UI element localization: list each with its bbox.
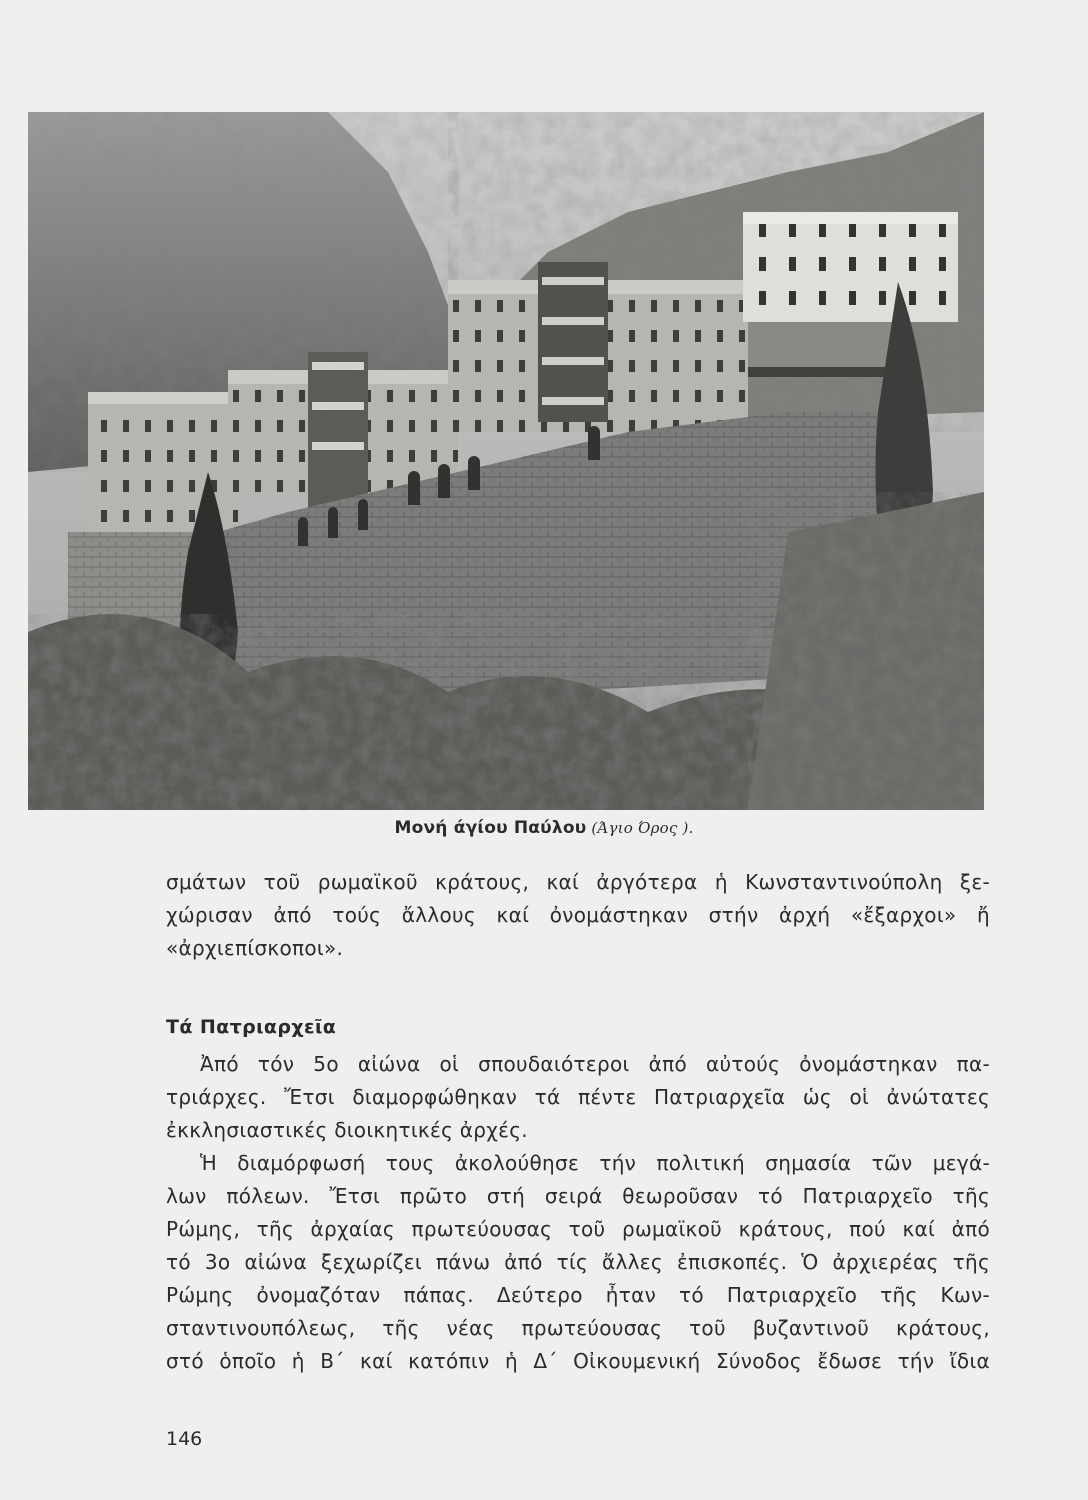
paragraph-line: σμάτων τοῦ ρωμαϊκοῦ κράτους, καί ἀργότερα ἡ Κωνσταντινούπολη ξε- — [166, 870, 990, 894]
page-number: 146 — [166, 1428, 203, 1450]
paragraph-line: «ἀρχιεπίσκοποι». — [166, 936, 344, 960]
paragraph-line: τό 3ο αἰώνα ξεχωρίζει πάνω ἀπό τίς ἄλλες ἐπισκοπές. Ὁ ἀρχιερέας τῆς — [166, 1250, 990, 1274]
paragraph-line: τριάρχες. Ἔτσι διαμορφώθηκαν τά πέντε Πατριαρχεῖα ὡς οἱ ἀνώτατες — [166, 1085, 990, 1109]
paragraph-line: Ρώμης ὀνομαζόταν πάπας. Δεύτερο ἦταν τό Πατριαρχεῖο τῆς Κων- — [166, 1283, 990, 1307]
paragraph-line: σταντινουπόλεως, τῆς νέας πρωτεύουσας τοῦ βυζαντινοῦ κράτους, — [166, 1316, 990, 1340]
photo-caption — [0, 818, 1088, 838]
paragraph-line: Ρώμης, τῆς ἀρχαίας πρωτεύουσας τοῦ ρωμαϊκοῦ κράτους, πού καί ἀπό — [166, 1217, 990, 1241]
paragraph-line: Ἀπό τόν 5ο αἰώνα οἱ σπουδαιότεροι ἀπό αὐτούς ὀνομάστηκαν πα- — [200, 1052, 990, 1076]
caption-title: Μονή άγίου Παύλου — [394, 818, 587, 838]
monastery-photo — [28, 112, 984, 810]
caption-location: (Άγιο Όρος ). — [586, 819, 694, 837]
paragraph-line: λων πόλεων. Ἔτσι πρῶτο στή σειρά θεωροῦσαν τό Πατριαρχεῖο τῆς — [166, 1184, 990, 1208]
section-heading: Τά Πατριαρχεῖα — [166, 1016, 337, 1038]
paragraph-line: ἐκκλησιαστικές διοικητικές ἀρχές. — [166, 1118, 528, 1142]
paragraph-line: χώρισαν ἀπό τούς ἄλλους καί ὀνομάστηκαν στήν ἀρχή «ἔξαρχοι» ἤ — [166, 903, 990, 927]
monastery-photo-illustration — [28, 112, 984, 810]
paragraph-line: στό ὁποῖο ἡ Β΄ καί κατόπιν ἡ Δ΄ Οἰκουμενική Σύνοδος ἔδωσε τήν ἴδια — [166, 1349, 990, 1373]
paragraph-line: Ἡ διαμόρφωσή τους ἀκολούθησε τήν πολιτική σημασία τῶν μεγά- — [200, 1151, 990, 1175]
